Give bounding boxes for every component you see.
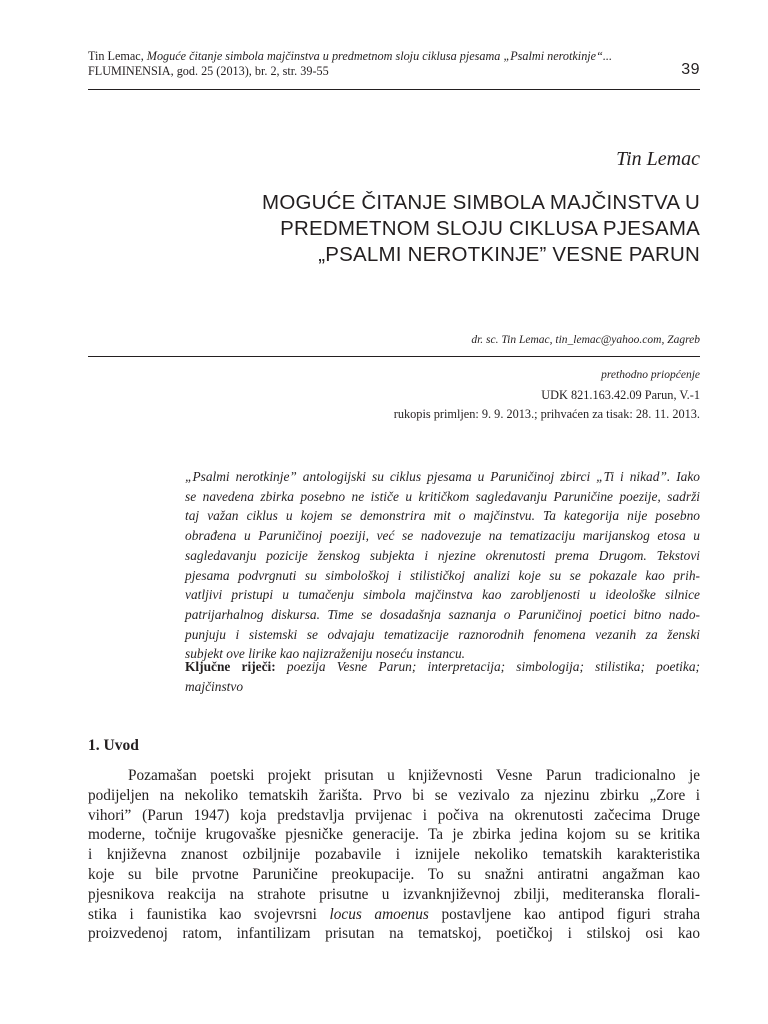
running-head	[88, 49, 700, 79]
title-line: PREDMETNOM SLOJU CIKLUSA PJESAMA	[280, 217, 700, 240]
title-line: MOGUĆE ČITANJE SIMBOLA MAJČINSTVA U	[262, 191, 700, 214]
section-heading: 1. Uvod	[88, 737, 139, 754]
abstract-line: sagledavanju pozicije ženskog subjekta i njezine okrenutosti prema Drugom. Tekstovi	[185, 547, 700, 563]
submission-dates: rukopis primljen: 9. 9. 2013.; prihvaćen za tisak: 28. 11. 2013.	[393, 407, 700, 421]
abstract	[185, 467, 700, 664]
keywords-line-1	[185, 657, 700, 677]
body-paragraph	[88, 766, 700, 944]
keywords-line-2: majčinstvo	[185, 678, 244, 694]
article-title	[140, 190, 700, 268]
keywords-label: Ključne riječi:	[185, 659, 276, 674]
body-line: pjesnikova reakcija na strahote prisutne u izvanknjiževnoj zbilji, mediteranska florali-	[88, 885, 700, 903]
keywords-text: poezija Vesne Parun; interpretacija; simbologija; stilistika; poetika;	[286, 659, 700, 674]
body-line: vihori” (Parun 1947) koja predstavlja prvijenac i počiva na okrenutosti začecima Druge	[88, 806, 700, 824]
title-line: „PSALMI NEROTKINJE” VESNE PARUN	[318, 243, 700, 266]
body-line: podijeljen na nekoliko tematskih žarišta. Prvo bi se vezivalo za njezinu zbirku „Zore i	[88, 786, 700, 804]
abstract-line: „Psalmi nerotkinje” antologijski su ciklus pjesama u Paruničinoj zbirci „Ti i nikad”. Iako	[185, 469, 700, 484]
meta-divider	[88, 356, 700, 357]
article-type: prethodno priopćenje	[601, 369, 700, 381]
body-line: koje su bile prvotne Paruničine preokupacije. To su snažni antiratni angažman kao	[88, 865, 700, 883]
article-author: Tin Lemac	[616, 148, 700, 170]
author-affiliation: dr. sc. Tin Lemac, tin_lemac@yahoo.com, Zagreb	[471, 334, 700, 346]
abstract-line: subjekt ove lirike kao najizraženiju noseću instancu.	[185, 646, 466, 662]
abstract-line: se navedena zbirka posebno ne ističe u kritičkom sagledavanju Paruničine poezije, sadrži	[185, 488, 700, 504]
body-line-with-italic: stika i faunistika kao svojevrsni locus amoenus postavljene kao antipod figuri straha	[88, 905, 701, 923]
abstract-line: vatljivi pristupi u tumačenju simbola majčinstva kao zarobljenosti u ideološke silnice	[185, 587, 700, 603]
running-head-journal: FLUMINENSIA, god. 25 (2013), br. 2, str. 39-55	[88, 64, 329, 78]
header-divider	[88, 89, 700, 90]
body-line: proizvedenoj ratom, infantilizam prisutan na tematskoj, poetičkoj i stilskoj osi kao	[88, 925, 700, 943]
abstract-line: pjesama podvrgnuti su simbološkoj i stilističkoj analizi koje su se pokazale kao prih-	[185, 567, 700, 583]
abstract-line: taj važan ciklus u kojem se demonstrira mit o majčinstvu. Ta kategorija nije posebno	[185, 508, 700, 524]
body-line: i književna znanost ozbiljnije pozabavile i iznijele nekoliko tematskih karakteristika	[88, 846, 700, 864]
italic-phrase: locus amoenus	[329, 905, 429, 923]
abstract-line: patrijarhalnog diskursa. Time se dosadašnja saznanja o Paruničinoj poetici bitno nado-	[185, 606, 700, 622]
abstract-line: obrađena u Paruničinoj poeziji, već se nadovezuje na tematizaciju marijanskog etosa u	[185, 528, 700, 544]
keywords	[185, 657, 700, 696]
running-head-title: Moguće čitanje simbola majčinstva u predmetnom sloju ciklusa pjesama „Psalmi nerotkinje“...	[146, 49, 613, 63]
body-line: moderne, točnije krugovaške pjesničke generacije. Ta je zbirka jedina kojom su se kritika	[88, 826, 700, 844]
abstract-line: punjuju i sistemski se odvajaju tematizacije raznorodnih fenomena vezanih za ženski	[185, 626, 700, 642]
body-line: Pozamašan poetski projekt prisutan u književnosti Vesne Parun tradicionalno je	[128, 767, 700, 784]
udk-code: UDK 821.163.42.09 Parun, V.-1	[541, 387, 700, 402]
article-meta	[394, 366, 700, 425]
running-head-line-1: Tin Lemac, Moguće čitanje simbola majčinstva u predmetnom sloju ciklusa pjesama „Psalmi nerotkinje“...	[88, 49, 613, 63]
page-number: 39	[681, 61, 700, 78]
